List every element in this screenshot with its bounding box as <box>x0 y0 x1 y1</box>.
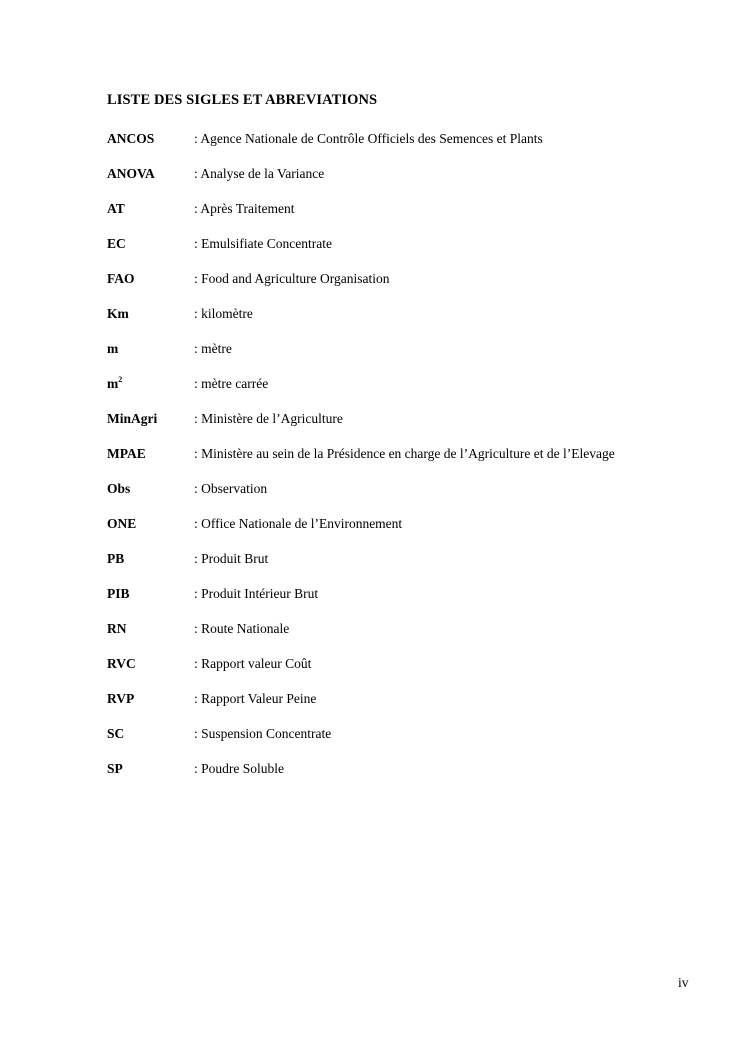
abbreviation-row <box>107 375 707 410</box>
definition: : Food and Agriculture Organisation <box>194 271 390 286</box>
definition: : mètre carrée <box>194 376 269 391</box>
abbreviation-row <box>107 165 707 200</box>
definition: : Rapport Valeur Peine <box>194 691 317 706</box>
abbreviation-row <box>107 270 707 305</box>
page-title: LISTE DES SIGLES ET ABREVIATIONS <box>107 92 378 108</box>
abbreviation-row <box>107 235 707 270</box>
abbreviation: RVP <box>107 691 135 706</box>
abbreviation-row <box>107 130 707 165</box>
abbreviation-row <box>107 410 707 445</box>
definition: : Agence Nationale de Contrôle Officiels des Semences et Plants <box>194 131 543 146</box>
abbreviation-row <box>107 200 707 235</box>
definition: : Route Nationale <box>194 621 290 636</box>
abbreviation-row <box>107 655 707 690</box>
abbreviation-row <box>107 515 707 550</box>
abbreviation-row <box>107 445 707 480</box>
abbreviation: ANCOS <box>107 131 155 146</box>
definition: : Ministère au sein de la Présidence en charge de l’Agriculture et de l’Elevage <box>194 446 615 461</box>
abbreviation: PIB <box>107 586 130 601</box>
superscript: 2 <box>118 375 123 384</box>
abbreviation: m <box>107 341 119 356</box>
abbreviation: RVC <box>107 656 136 671</box>
abbreviation: PB <box>107 551 125 566</box>
definition: : kilomètre <box>194 306 253 321</box>
definition: : Suspension Concentrate <box>194 726 332 741</box>
abbreviation: MinAgri <box>107 411 158 426</box>
abbreviation-row <box>107 340 707 375</box>
abbreviation-row <box>107 585 707 620</box>
abbreviation: MPAE <box>107 446 146 461</box>
abbreviation-list <box>107 130 707 795</box>
abbreviation: SC <box>107 726 125 741</box>
abbreviation: FAO <box>107 271 135 286</box>
abbreviation-row <box>107 480 707 515</box>
definition: : Produit Brut <box>194 551 269 566</box>
definition: : Emulsifiate Concentrate <box>194 236 332 251</box>
definition: : Analyse de la Variance <box>194 166 325 181</box>
abbreviation-row <box>107 760 707 795</box>
abbreviation-row <box>107 690 707 725</box>
abbreviation: Km <box>107 306 129 321</box>
abbreviation: RN <box>107 621 127 636</box>
definition: : Observation <box>194 481 268 496</box>
definition: : Produit Intérieur Brut <box>194 586 319 601</box>
abbreviation: AT <box>107 201 125 216</box>
definition: : Poudre Soluble <box>194 761 284 776</box>
abbreviation-row <box>107 620 707 655</box>
abbreviation: ONE <box>107 516 137 531</box>
definition: : mètre <box>194 341 232 356</box>
abbreviation <box>107 375 194 392</box>
abbreviation: SP <box>107 761 123 776</box>
definition: : Ministère de l’Agriculture <box>194 411 343 426</box>
abbreviation-base: m <box>107 376 119 391</box>
definition: : Après Traitement <box>194 201 295 216</box>
abbreviation-row <box>107 725 707 760</box>
definition: : Office Nationale de l’Environnement <box>194 516 403 531</box>
abbreviation-row <box>107 305 707 340</box>
abbreviation: EC <box>107 236 126 251</box>
abbreviation: Obs <box>107 481 131 496</box>
abbreviation-row <box>107 550 707 585</box>
abbreviation: ANOVA <box>107 166 155 181</box>
definition: : Rapport valeur Coût <box>194 656 312 671</box>
page-number: iv <box>678 975 689 990</box>
